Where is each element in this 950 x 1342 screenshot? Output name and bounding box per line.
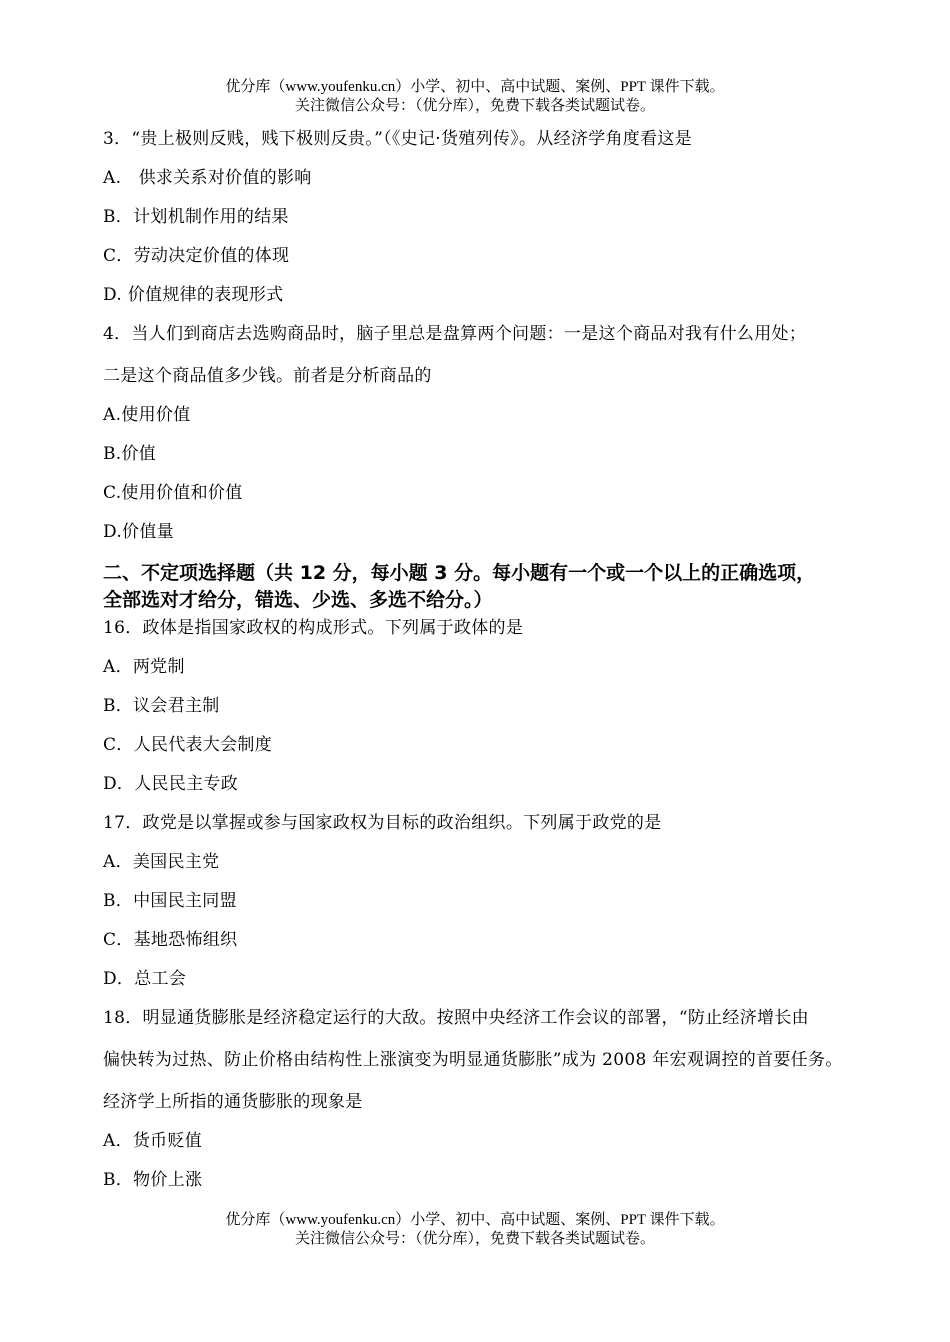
- question-16-stem: 16．政体是指国家政权的构成形式。下列属于政体的是: [103, 618, 524, 638]
- question-16-option-b: B．议会君主制: [103, 696, 220, 716]
- question-18-stem-line-1: 18．明显通货膨胀是经济稳定运行的大敌。按照中央经济工作会议的部署，“防止经济增长由: [103, 1008, 809, 1028]
- question-16-option-a: A．两党制: [103, 657, 185, 677]
- question-18-stem-line-2: 偏快转为过热、防止价格由结构性上涨演变为明显通货膨胀”成为 2008 年宏观调控的首要任务。: [103, 1050, 843, 1070]
- question-17-option-c: C．基地恐怖组织: [103, 930, 238, 950]
- question-17-option-a: A．美国民主党: [103, 852, 220, 872]
- question-18-option-a: A．货币贬值: [103, 1131, 203, 1151]
- section-2-heading-line-1: 二、不定项选择题（共 12 分，每小题 3 分。每小题有一个或一个以上的正确选项，: [103, 562, 816, 584]
- question-4-stem-line-1: 4．当人们到商店去选购商品时，脑子里总是盘算两个问题：一是这个商品对我有什么用处；: [103, 324, 807, 344]
- footer-line-2: 关注微信公众号：（优分库），免费下载各类试题试卷。: [294, 1231, 655, 1247]
- question-3-option-c: C．劳动决定价值的体现: [103, 246, 290, 266]
- question-16-option-c: C．人民代表大会制度: [103, 735, 273, 755]
- question-3-option-b: B．计划机制作用的结果: [103, 207, 289, 227]
- question-3-option-d: D. 价值规律的表现形式: [103, 285, 284, 305]
- section-2-heading-line-2: 全部选对才给分，错选、少选、多选不给分。）: [103, 589, 493, 611]
- question-17-stem: 17．政党是以掌握或参与国家政权为目标的政治组织。下列属于政党的是: [103, 813, 662, 833]
- question-4-option-b: B.价值: [103, 444, 157, 464]
- question-4-option-c: C.使用价值和价值: [103, 483, 243, 503]
- question-18-stem-line-3: 经济学上所指的通货膨胀的现象是: [103, 1092, 363, 1112]
- question-4-stem-line-2: 二是这个商品值多少钱。前者是分析商品的: [103, 366, 432, 386]
- header-line-2: 关注微信公众号：（优分库），免费下载各类试题试卷。: [294, 98, 655, 114]
- question-4-option-d: D.价值量: [103, 522, 174, 542]
- question-16-option-d: D．人民民主专政: [103, 774, 239, 794]
- header-line-1: 优分库（www.youfenku.cn）小学、初中、高中试题、案例、PPT 课件下载。: [225, 79, 725, 95]
- question-17-option-b: B．中国民主同盟: [103, 891, 237, 911]
- footer-line-1: 优分库（www.youfenku.cn）小学、初中、高中试题、案例、PPT 课件下载。: [225, 1212, 725, 1228]
- question-3-stem: 3．“贵上极则反贱，贱下极则反贵。”（《史记·货殖列传》。从经济学角度看这是: [103, 129, 692, 149]
- question-18-option-b: B．物价上涨: [103, 1170, 203, 1190]
- question-3-option-a: A. 供求关系对价值的影响: [103, 168, 312, 188]
- question-4-option-a: A.使用价值: [103, 405, 191, 425]
- question-17-option-d: D．总工会: [103, 969, 187, 989]
